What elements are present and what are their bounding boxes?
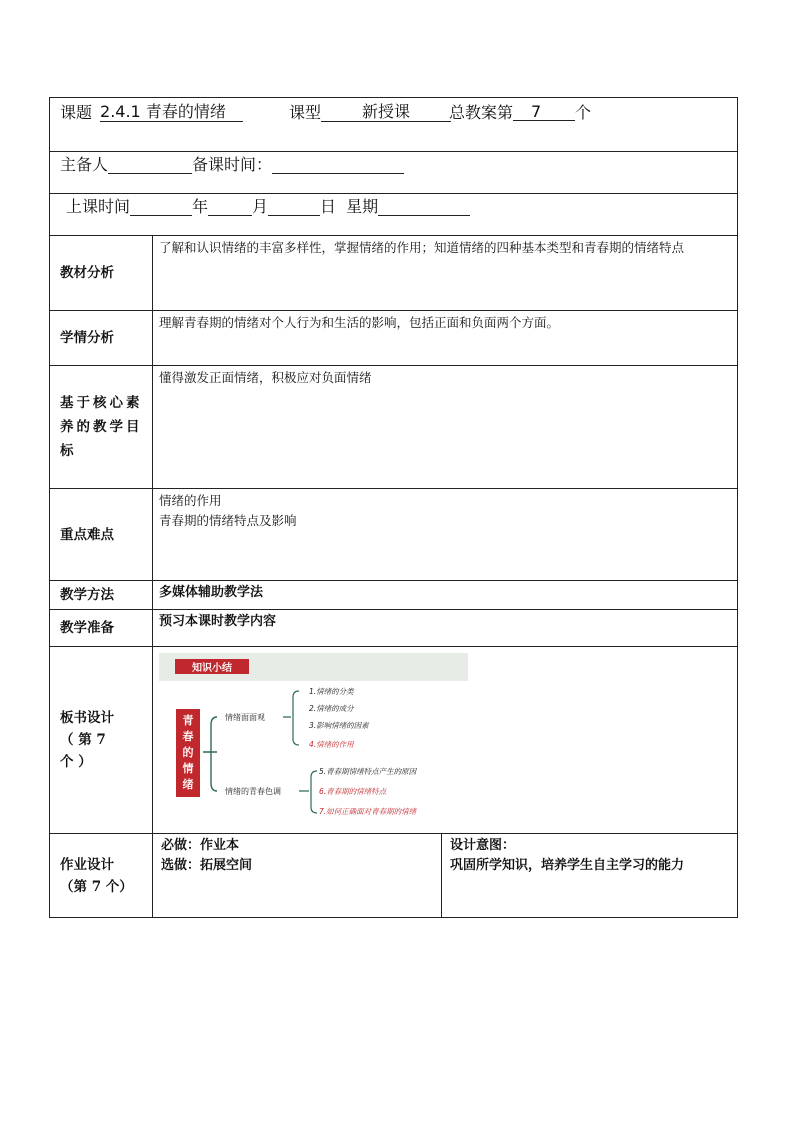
root-char-4: 情 (182, 762, 194, 775)
key-line-1: 情绪的作用 (159, 493, 222, 508)
root-char-2: 春 (182, 730, 194, 743)
homework-label (50, 834, 153, 918)
homework-tasks (153, 834, 442, 918)
homework-intent-text: 巩固所学知识，培养学生自主学习的能力 (450, 858, 685, 873)
material-content: 了解和认识情绪的丰富多样性，掌握情绪的作用；知道情绪的四种基本类型和青春期的情绪特点 (153, 236, 738, 311)
prep-content: 预习本课时教学内容 (153, 610, 738, 647)
month-blank[interactable] (208, 196, 252, 216)
lesson-plan-document (49, 97, 737, 918)
preparer-row (50, 152, 738, 194)
board-diagram (159, 653, 469, 825)
goal-label (50, 366, 153, 489)
prep-time-blank[interactable] (272, 154, 404, 174)
weekday-label: 星期 (346, 197, 379, 216)
homework-intent (442, 834, 738, 918)
item-6: 6.青春期的情绪特点 (319, 787, 387, 796)
homework-must: 必做：作业本 (161, 838, 240, 853)
student-content: 理解青春期的情绪对个人行为和生活的影响，包括正面和负面两个方面。 (153, 311, 738, 366)
homework-label-b: （第 7 个） (60, 878, 133, 895)
day-blank[interactable] (268, 196, 320, 216)
day-label: 日 (320, 197, 337, 216)
key-label: 重点难点 (50, 489, 153, 581)
month-label: 月 (252, 197, 269, 216)
board-label-b: （ 第 7 (60, 732, 106, 748)
item-4: 4.情绪的作用 (309, 740, 354, 749)
method-content: 多媒体辅助教学法 (153, 581, 738, 610)
goal-content: 懂得激发正面情绪，积极应对负面情绪 (153, 366, 738, 489)
lesson-plan-table (49, 97, 738, 918)
branch-2: 情绪的青春色调 (225, 787, 281, 796)
total-value: 7 (513, 102, 575, 121)
class-time-row (50, 194, 738, 236)
topic-label: 课题 (60, 103, 93, 122)
goal-label-text: 基于核心素养的教学目标 (60, 395, 143, 459)
prep-label: 教学准备 (50, 610, 153, 647)
material-label: 教材分析 (50, 236, 153, 311)
item-5: 5.青春期情绪特点产生的原因 (319, 767, 417, 776)
type-label: 课型 (289, 103, 322, 122)
homework-optional: 选做：拓展空间 (161, 858, 253, 873)
homework-label-a: 作业设计 (60, 856, 114, 873)
board-label (50, 647, 153, 834)
board-label-c: 个 ） (60, 754, 92, 770)
homework-intent-title: 设计意图： (450, 838, 516, 853)
root-char-3: 的 (182, 746, 194, 759)
class-time-label: 上课时间 (66, 197, 131, 216)
prep-time-label: 备课时间： (192, 155, 273, 174)
method-label: 教学方法 (50, 581, 153, 610)
student-label: 学情分析 (50, 311, 153, 366)
topic-row (50, 98, 738, 152)
root-char-5: 绪 (182, 778, 194, 791)
key-content (153, 489, 738, 581)
year-label: 年 (192, 197, 209, 216)
root-char-1: 青 (182, 714, 194, 727)
weekday-blank[interactable] (378, 196, 470, 216)
board-label-a: 板书设计 (60, 710, 114, 726)
item-2: 2.情绪的成分 (309, 704, 354, 713)
item-7: 7.如何正确面对青春期的情绪 (319, 807, 417, 816)
total-unit: 个 (575, 103, 592, 122)
item-3: 3.影响情绪的因素 (309, 721, 369, 730)
topic-value: 2.4.1 青春的情绪 (100, 102, 243, 122)
preparer-blank[interactable] (108, 154, 192, 174)
type-value: 新授课 (321, 102, 451, 122)
key-line-2: 青春期的情绪特点及影响 (159, 513, 297, 528)
banner-text: 知识小结 (192, 663, 232, 674)
year-blank[interactable] (130, 196, 192, 216)
board-design-cell (153, 647, 738, 834)
branch-1: 情绪面面观 (225, 713, 265, 722)
item-1: 1.情绪的分类 (309, 687, 354, 696)
preparer-label: 主备人 (60, 155, 109, 174)
total-label: 总教案第 (449, 103, 514, 122)
